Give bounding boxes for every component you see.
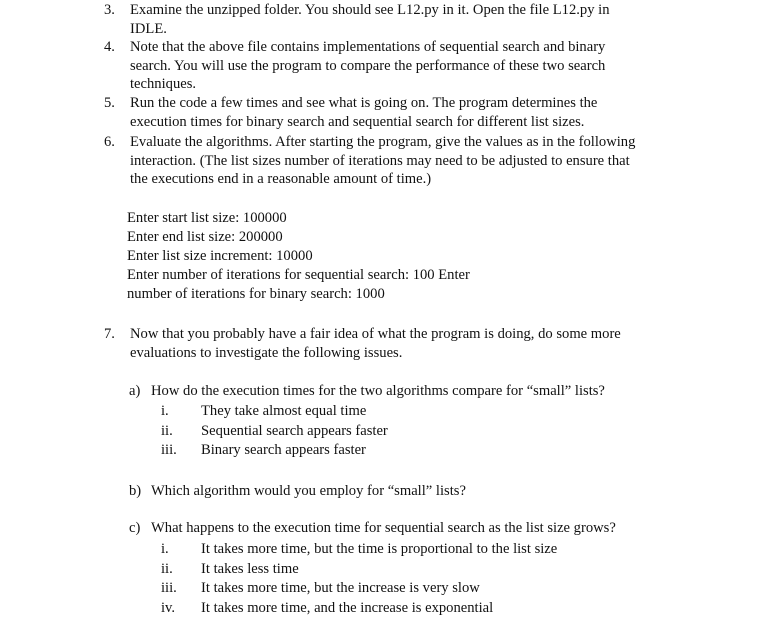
- option-number: iii.: [161, 580, 177, 596]
- item-text-line: Run the code a few times and see what is going on. The program determines the: [130, 95, 598, 111]
- question-text: What happens to the execution time for sequential search as the list size grows?: [151, 520, 616, 536]
- item-text-line: Examine the unzipped folder. You should see L12.py in it. Open the file L12.py in: [130, 2, 610, 18]
- question-c: [129, 519, 616, 538]
- item-text-line: Now that you probably have a fair idea of what the program is doing, do some more: [130, 326, 621, 342]
- item-number: 5.: [104, 95, 115, 111]
- interaction-line: Enter end list size: 200000: [127, 229, 283, 245]
- option-number: i.: [161, 541, 169, 557]
- option-item: [161, 422, 388, 442]
- interaction-example: [127, 209, 470, 304]
- question-c-options: [161, 540, 557, 618]
- question-label: b): [129, 483, 142, 499]
- list-item-3: [104, 1, 610, 38]
- item-text-line: Evaluate the algorithms. After starting the program, give the values as in the following: [130, 134, 636, 150]
- interaction-line: Enter list size increment: 10000: [127, 248, 313, 264]
- option-text: Binary search appears faster: [201, 442, 366, 458]
- list-item-7: [104, 325, 621, 362]
- option-text: Sequential search appears faster: [201, 422, 388, 439]
- option-text: It takes more time, and the increase is exponential: [201, 599, 494, 616]
- option-number: ii.: [161, 422, 173, 439]
- list-item-4: [104, 38, 605, 94]
- item-text-line: interaction. (The list sizes number of iterations may need to be adjusted to ensure that: [130, 152, 630, 169]
- option-item: [161, 599, 557, 619]
- item-text-line: search. You will use the program to compare the performance of these two search: [130, 57, 606, 74]
- item-text-line: the executions end in a reasonable amount of time.): [130, 171, 432, 187]
- option-number: iii.: [161, 442, 177, 458]
- list-item-6: [104, 133, 635, 189]
- question-a-options: [161, 402, 388, 461]
- option-item: [161, 402, 388, 422]
- option-item: [161, 560, 557, 580]
- question-b: [129, 482, 466, 501]
- item-number: 7.: [104, 326, 115, 342]
- option-number: iv.: [161, 599, 176, 616]
- item-number: 6.: [104, 134, 115, 150]
- question-a: [129, 382, 605, 401]
- item-text-line: techniques.: [130, 76, 197, 92]
- option-text: They take almost equal time: [201, 403, 367, 419]
- item-text-line: evaluations to investigate the following issues.: [130, 344, 403, 361]
- option-text: It takes less time: [201, 560, 299, 577]
- interaction-line: Enter start list size: 100000: [127, 210, 287, 226]
- option-item: [161, 579, 557, 599]
- option-text: It takes more time, but the increase is very slow: [201, 580, 480, 596]
- item-number: 4.: [104, 39, 115, 55]
- question-label: a): [129, 383, 141, 399]
- interaction-line: number of iterations for binary search: 1000: [127, 286, 385, 302]
- item-text-line: execution times for binary search and sequential search for different list sizes.: [130, 113, 585, 130]
- item-text-line: IDLE.: [130, 20, 167, 37]
- option-number: ii.: [161, 560, 173, 577]
- list-item-5: [104, 94, 597, 131]
- question-text: How do the execution times for the two algorithms compare for “small” lists?: [151, 383, 605, 399]
- option-item: [161, 540, 557, 560]
- option-number: i.: [161, 403, 169, 419]
- question-text: Which algorithm would you employ for “small” lists?: [151, 483, 466, 499]
- item-number: 3.: [104, 2, 115, 18]
- interaction-line: Enter number of iterations for sequential search: 100 Enter: [127, 267, 470, 283]
- option-item: [161, 441, 388, 461]
- option-text: It takes more time, but the time is proportional to the list size: [201, 541, 558, 557]
- item-text-line: Note that the above file contains implementations of sequential search and binary: [130, 39, 606, 55]
- question-label: c): [129, 520, 141, 536]
